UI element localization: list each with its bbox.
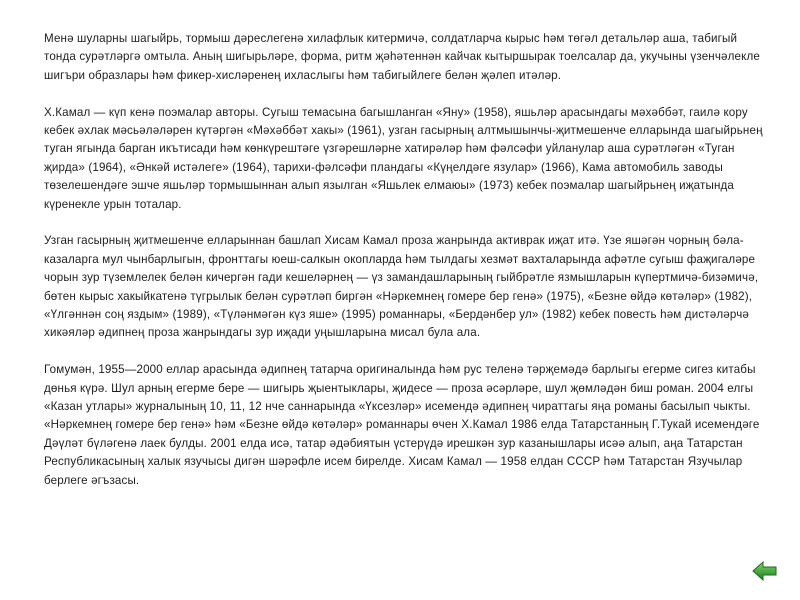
paragraph-1: Менә шуларны шагыйрь, тормыш дәреслегенә хилафлык китермичә, солдатларча кырыс һәм төгәл детальләр аша, табигый тонда сурәтләргә омтыла. Аның шигырьләре, форма, ритм җәһәтеннән кайчак кытыршырак тоелсалар да, укучыны үзенчәлекле шигъри образлары һәм фикер-хисләренең ихласлыгы һәм табигыйлеге белән җәлеп итәләр. [44, 32, 761, 82]
paragraph-4: Гомумән, 1955—2000 еллар арасында әдипнең татарча оригиналында һәм рус теленә тәрҗемәдә барлыгы егерме сигез китабы дөнья күрә. Шул арның егерме бере — шигырь җыентыклары, җидесе — проза әсәрләре, шул җөмләдән биш роман. 2004 елгы «Казан утлары» журналының 10, 11, 12 нче саннарында «Үксезләр» исемендә әдипнең чираттагы яңа романы басылып чыкты. «Нәркемнең гомере бер генә» һәм «Безне өйдә көтәләр» романнары өчен Х.Камал 1986 елда Татарстанның Г.Тукай исемендәге Дәүләт бүләгенә лаек булды. 2001 елда исә, татар әдәбиятын үстерүдә ирешкән зур казанышлары исәә алып, аңа Татарстан Республикасының халык язучысы дигән шәрәфле исем бирелде. Хисам Камал — 1958 елдан СССР һәм Татарстан Язучылар берлеге әгъзасы. [44, 363, 760, 487]
arrow-left-icon [752, 560, 778, 582]
paragraph-3: Узган гасырның җитмешенче елларыннан башлап Хисам Камал проза жанрында активрак иҗат итә. Үзе яшәгән чорның бәла-казаларга мул чынбарлыгын, фронттагы юеш-салкын окопларда һәм тылдагы хезмәт вахталарында афәтле сугыш фаҗигаләре чорын зур түземлелек белән кичергән гади кешеләрнең — үз замандашларының гыйбрәтле язмышларын күпертмичә-бизәмичә, бөтен кырыс хакыйкатенә түгрылык белән сурәтләп биргән «Нәркемнең гомере бер генә» (1975), «Безне өйдә көтәләр» (1982), «Үлгәннән соң яздым» (1989), «Түләнмәгән күз яше» (1995) романнары, «Бердәнбер ул» (1982) кебек повесть һәм дистәләрчә хикәяләр әдипнең проза жанрындагы зур иҗади уңышларына мисал була ала. [44, 234, 759, 340]
paragraph-2: Х.Камал — күп кенә поэмалар авторы. Сугыш темасына багышланган «Яну» (1958), яшьләр арасындагы мәхәббәт, гаилә кору кебек әхлак мәсьәләләрен күтәргән «Мәхәббәт хакы» (1961), узган гасырның алтмышынчы-җитмешенче елларында шагыйрьнең туган ягында барган икътисади һәм көнкүрештәге үзгәрешләрне хатирәләр һәм фәлсәфи уйланулар аша сурәтләгән «Туган җирда» (1964), «Әнкәй истәлеге» (1964), тарихи-фәлсәфи пландагы «Күңелдәге язулар» (1966), Кама автомобиль заводы төзелешендәге эшче яшьләр тормышыннан алып язылган «Яшьлек елмаюы» (1973) кебек поэмалар шагыйрьнең иҗатында күренекле урын тоталар. [44, 105, 763, 211]
back-button[interactable] [752, 560, 778, 582]
document-body [44, 30, 766, 509]
